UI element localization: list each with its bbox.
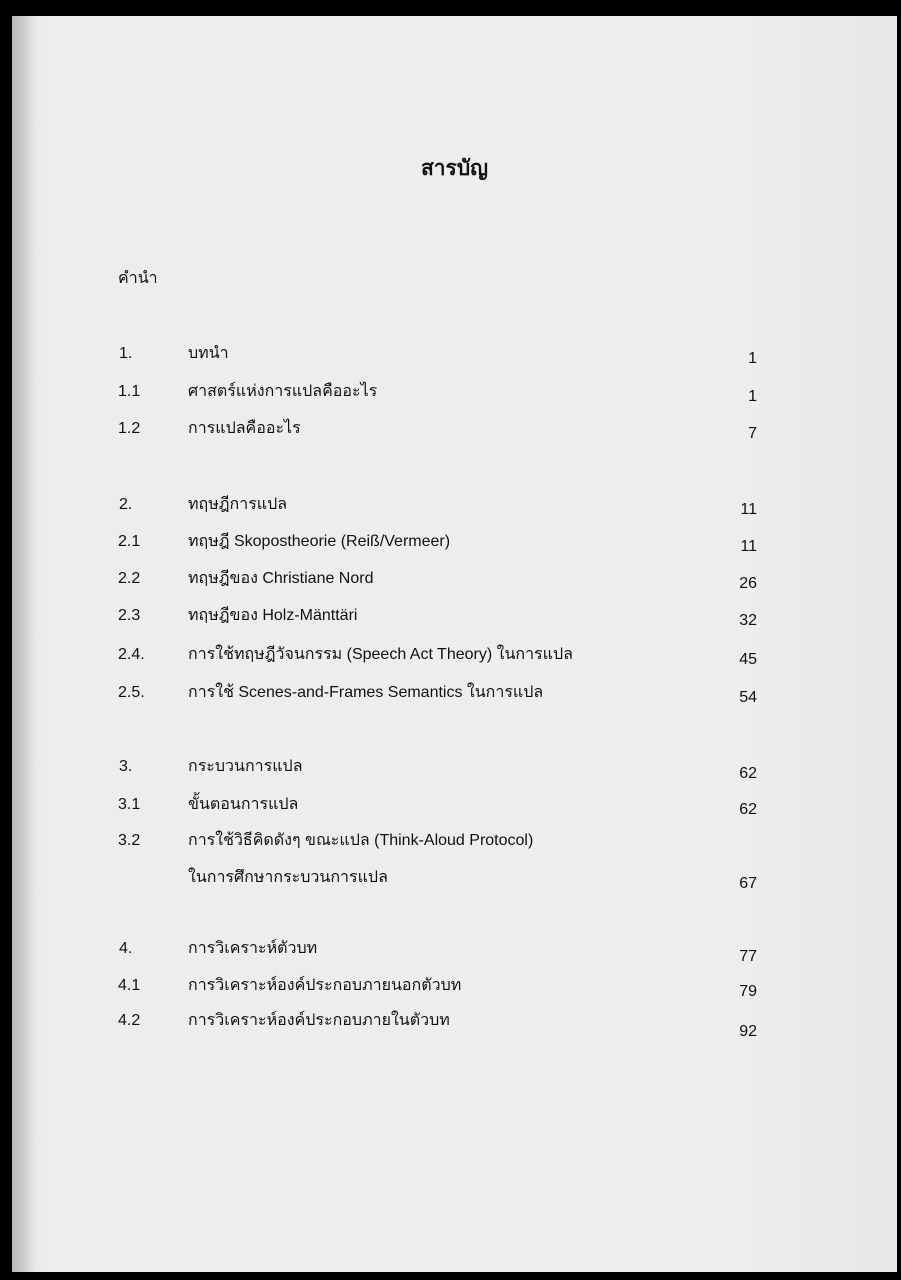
toc-text-1-2: การแปลคืออะไร bbox=[188, 420, 301, 437]
toc-text-4-1: การวิเคราะห์องค์ประกอบภายนอกตัวบท bbox=[188, 977, 462, 994]
toc-text-2-5: การใช้ Scenes-and-Frames Semantics ในการแปล bbox=[188, 684, 544, 701]
toc-num-3: 3. bbox=[119, 758, 133, 775]
toc-text-3-1: ขั้นตอนการแปล bbox=[188, 796, 299, 813]
toc-page-4-2: 92 bbox=[739, 1023, 757, 1040]
toc-num-4-1: 4.1 bbox=[118, 977, 141, 994]
toc-page-1: 1 bbox=[748, 350, 757, 367]
toc-page-3-2: 67 bbox=[739, 875, 757, 892]
toc-num-2-2: 2.2 bbox=[118, 570, 141, 587]
toc-text-2: ทฤษฎีการแปล bbox=[188, 496, 288, 513]
toc-page-2-1: 11 bbox=[740, 538, 757, 555]
toc-num-1: 1. bbox=[119, 345, 133, 362]
book-page bbox=[12, 16, 897, 1272]
toc-page-1-1: 1 bbox=[748, 388, 757, 405]
toc-num-2-3: 2.3 bbox=[118, 607, 141, 624]
toc-text-3: กระบวนการแปล bbox=[188, 758, 303, 775]
preface-label: คำนำ bbox=[118, 270, 158, 287]
toc-text-4: การวิเคราะห์ตัวบท bbox=[188, 940, 318, 957]
toc-page-2-5: 54 bbox=[739, 689, 757, 706]
toc-text-1: บทนำ bbox=[188, 345, 229, 362]
toc-num-3-1: 3.1 bbox=[118, 796, 141, 813]
toc-num-2-1: 2.1 bbox=[118, 533, 141, 550]
toc-page-1-2: 7 bbox=[748, 425, 757, 442]
toc-text-3-2: การใช้วิธีคิดดังๆ ขณะแปล (Think-Aloud Protocol) bbox=[188, 832, 534, 849]
toc-text-4-2: การวิเคราะห์องค์ประกอบภายในตัวบท bbox=[188, 1012, 450, 1029]
toc-num-1-2: 1.2 bbox=[118, 420, 141, 437]
toc-num-1-1: 1.1 bbox=[118, 383, 141, 400]
toc-num-3-2: 3.2 bbox=[118, 832, 141, 849]
toc-page-2-2: 26 bbox=[739, 575, 757, 592]
toc-page-4-1: 79 bbox=[739, 983, 757, 1000]
toc-text-2-3: ทฤษฎีของ Holz-Mänttäri bbox=[188, 607, 358, 624]
toc-text-2-1: ทฤษฎี Skopostheorie (Reiß/Vermeer) bbox=[188, 533, 451, 550]
toc-page-2-4: 45 bbox=[739, 651, 757, 668]
toc-page-2-3: 32 bbox=[739, 612, 757, 629]
toc-num-4: 4. bbox=[119, 940, 133, 957]
toc-num-2: 2. bbox=[119, 496, 133, 513]
toc-text-3-2-cont: ในการศึกษากระบวนการแปล bbox=[188, 869, 388, 886]
toc-page-4: 77 bbox=[739, 948, 757, 965]
toc-page-2: 11 bbox=[740, 501, 757, 518]
toc-num-4-2: 4.2 bbox=[118, 1012, 141, 1029]
toc-page-3-1: 62 bbox=[739, 801, 757, 818]
toc-num-2-5: 2.5. bbox=[118, 684, 145, 701]
toc-text-2-2: ทฤษฎีของ Christiane Nord bbox=[188, 570, 374, 587]
page-spine-shadow bbox=[12, 16, 34, 1272]
toc-num-2-4: 2.4. bbox=[118, 646, 145, 663]
toc-title: สารบัญ bbox=[420, 156, 489, 180]
toc-text-2-4: การใช้ทฤษฎีวัจนกรรม (Speech Act Theory) ในการแปล bbox=[188, 646, 573, 663]
toc-page-3: 62 bbox=[739, 765, 757, 782]
toc-text-1-1: ศาสตร์แห่งการแปลคืออะไร bbox=[188, 383, 378, 400]
